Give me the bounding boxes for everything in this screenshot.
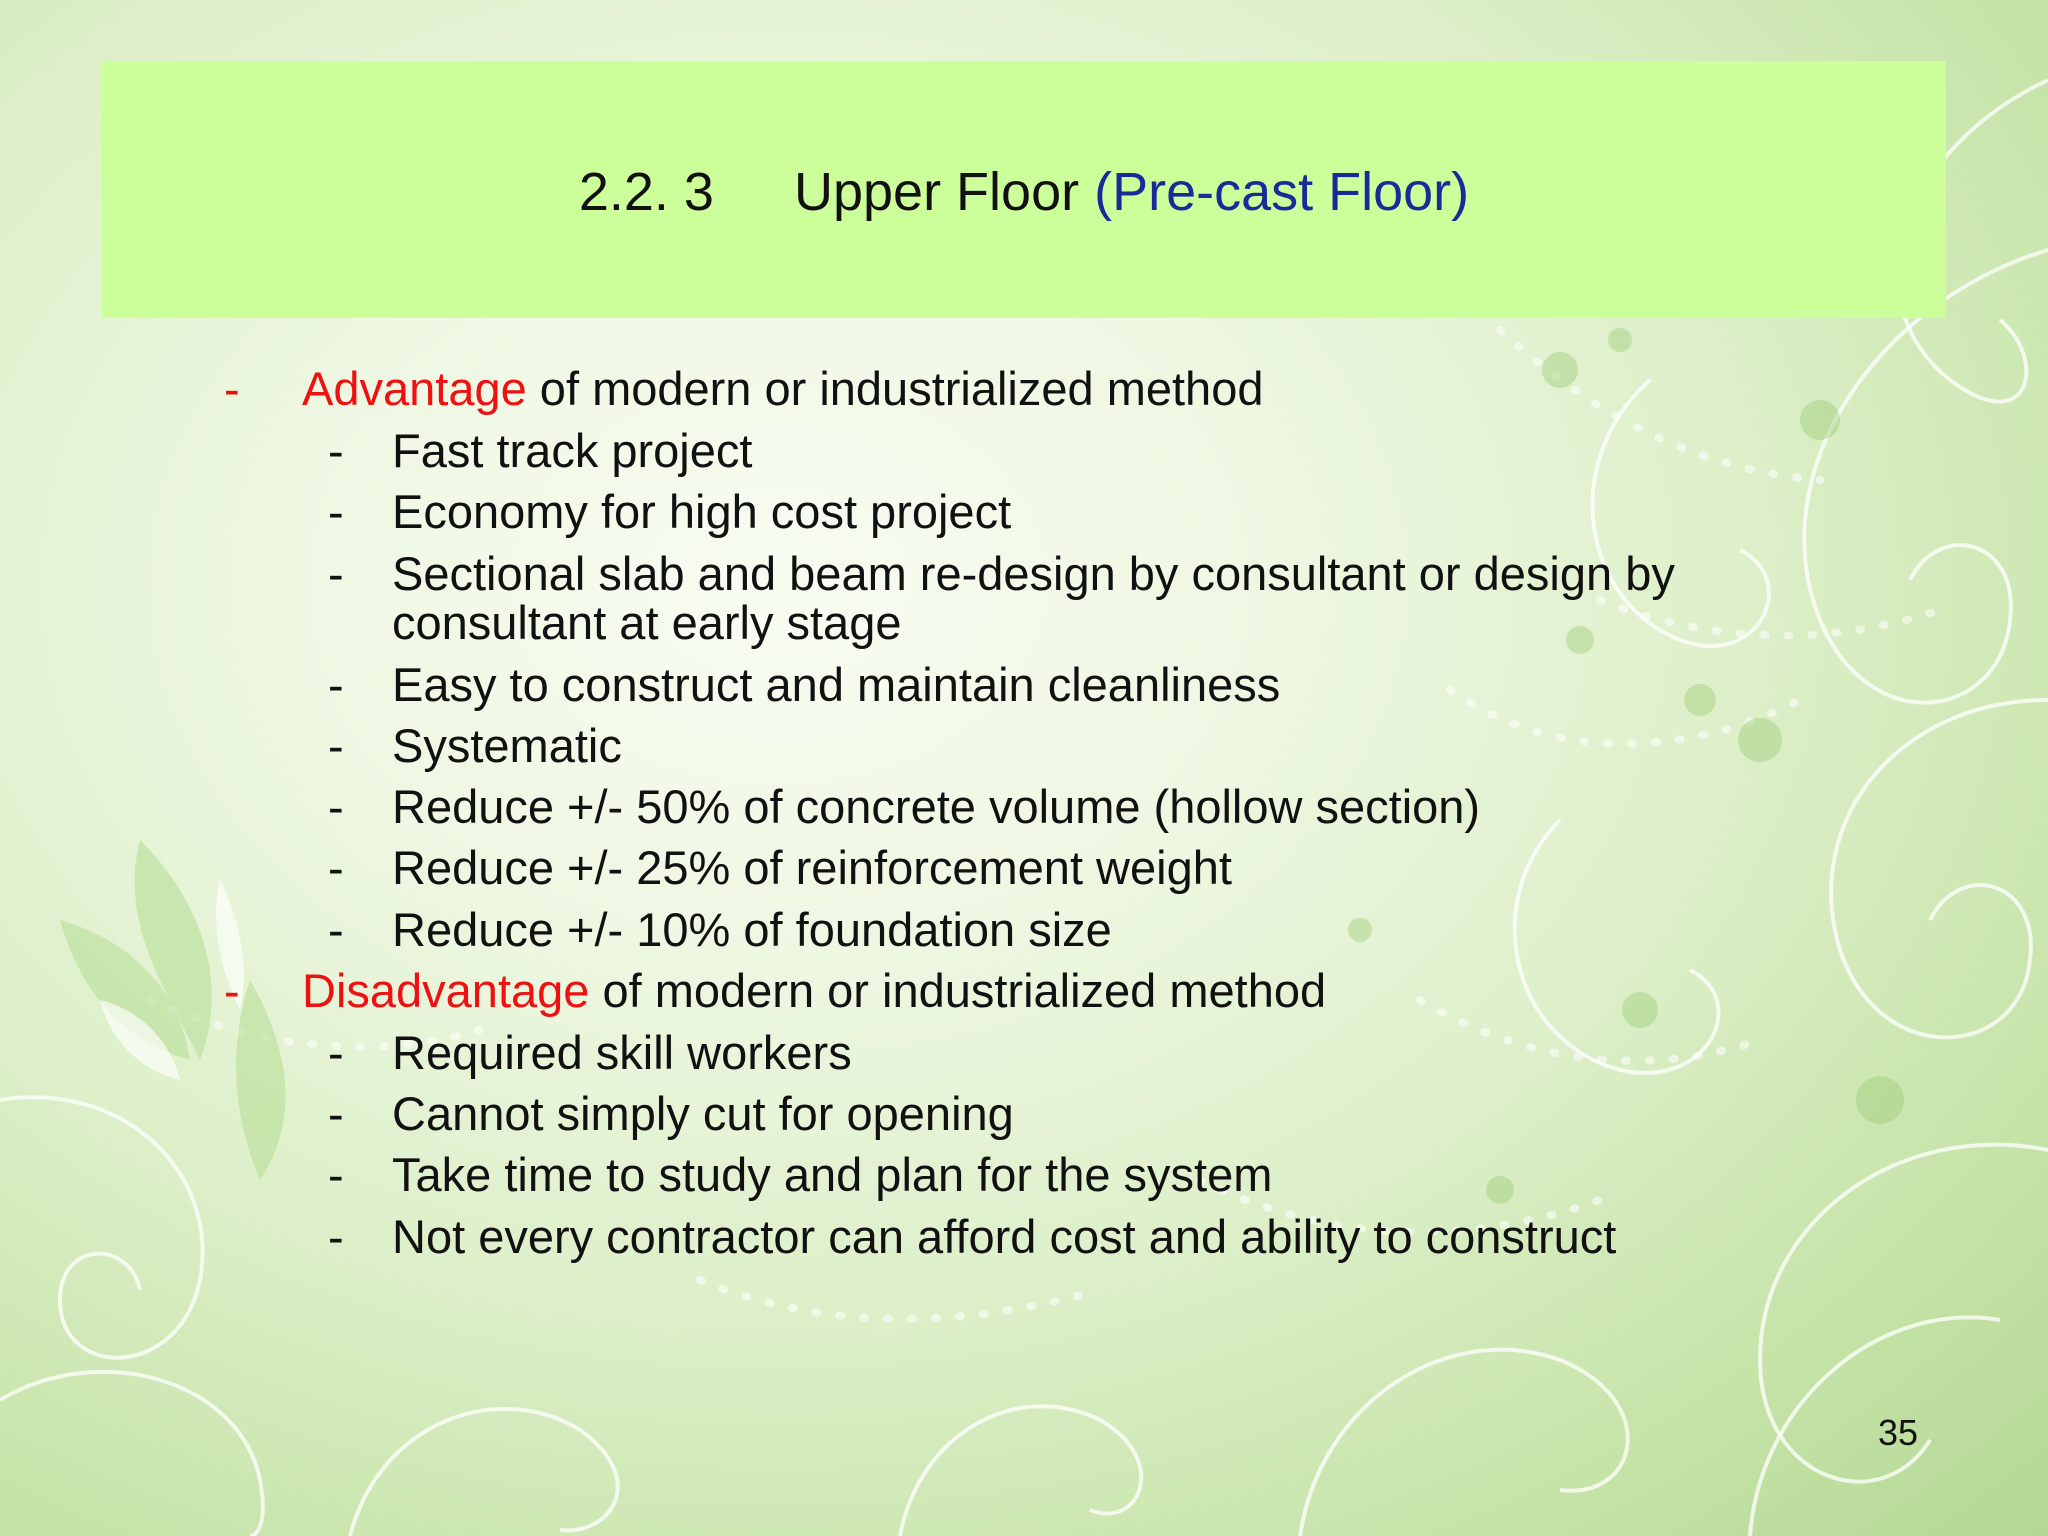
bullet-marker: - <box>224 964 240 1017</box>
disadvantage-keyword: Disadvantage <box>302 964 590 1017</box>
disadvantage-item: Required skill workers <box>392 1026 852 1079</box>
advantage-item: Systematic <box>392 719 622 772</box>
disadvantage-item: Cannot simply cut for opening <box>392 1087 1014 1140</box>
advantage-item: Reduce +/- 10% of foundation size <box>392 903 1112 956</box>
advantage-heading <box>302 363 1263 415</box>
sub-bullet-marker: - <box>328 1026 344 1079</box>
advantage-item: Easy to construct and maintain cleanliness <box>392 658 1281 711</box>
disadvantage-item: Take time to study and plan for the system <box>392 1148 1273 1201</box>
sub-bullet-marker: - <box>328 485 344 538</box>
disadvantage-item: Not every contractor can afford cost and ability to construct <box>392 1210 1617 1263</box>
advantage-item: Sectional slab and beam re-design by consultant or design by <box>392 547 1675 600</box>
sub-bullet-marker: - <box>328 719 344 772</box>
advantage-item-continuation: consultant at early stage <box>392 596 902 649</box>
disadvantage-heading-rest: of modern or industrialized method <box>589 964 1327 1017</box>
advantage-item: Economy for high cost project <box>392 485 1012 538</box>
advantage-item: Reduce +/- 25% of reinforcement weight <box>392 841 1232 894</box>
sub-bullet-marker: - <box>328 1087 344 1140</box>
sub-bullet-marker: - <box>328 780 344 833</box>
disadvantage-heading <box>302 965 1326 1017</box>
sub-bullet-marker: - <box>328 841 344 894</box>
sub-bullet-marker: - <box>328 1148 344 1201</box>
advantage-item: Reduce +/- 50% of concrete volume (hollow section) <box>392 780 1481 833</box>
sub-bullet-marker: - <box>328 658 344 711</box>
sub-bullet-marker: - <box>328 903 344 956</box>
section-number: 2.2. 3 <box>578 162 714 222</box>
sub-bullet-marker: - <box>328 424 344 477</box>
advantage-keyword: Advantage <box>302 362 527 415</box>
title-main: Upper Floor <box>793 162 1080 222</box>
advantage-heading-rest: of modern or industrialized method <box>526 362 1264 415</box>
sub-bullet-marker: - <box>328 547 344 600</box>
page-number: 35 <box>1878 1412 1919 1453</box>
advantage-item: Fast track project <box>392 424 753 477</box>
sub-bullet-marker: - <box>328 1210 344 1263</box>
title-subtitle: (Pre-cast Floor) <box>1094 162 1470 222</box>
bullet-marker: - <box>224 362 240 415</box>
